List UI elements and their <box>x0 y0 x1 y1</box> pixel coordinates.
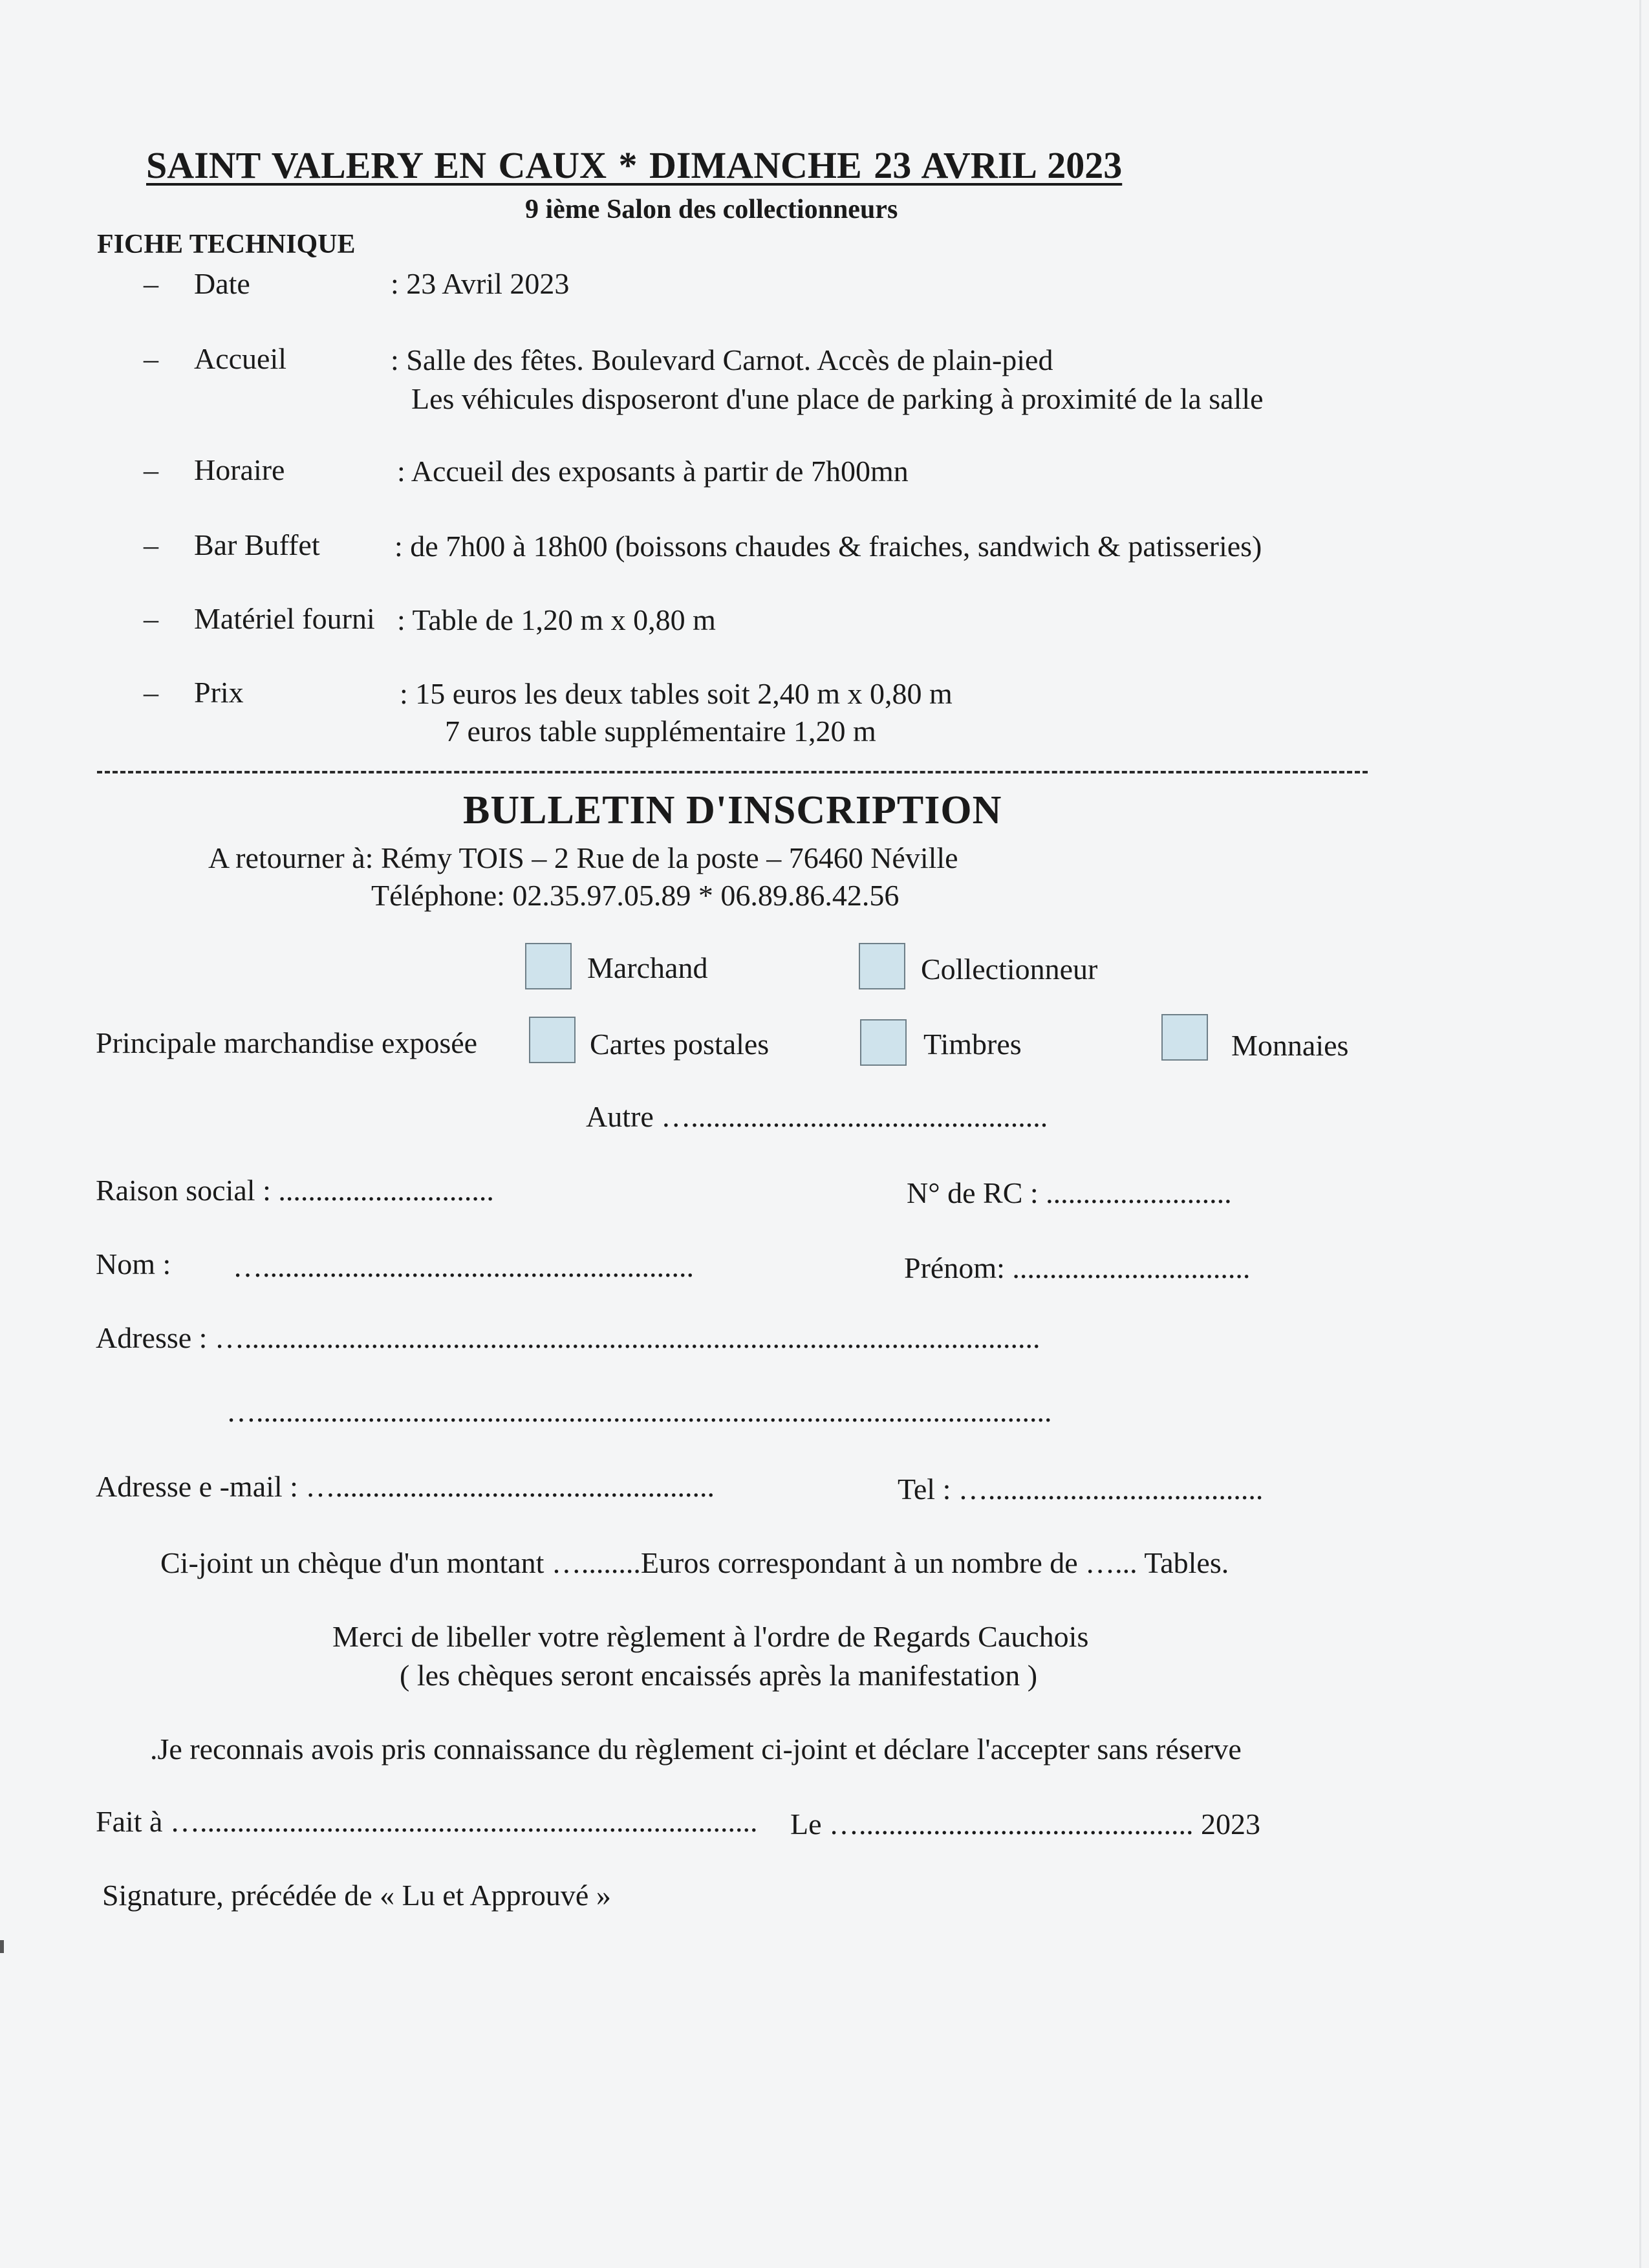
fait-a-field[interactable]: Fait à …........................................................................... <box>96 1805 758 1838</box>
merci-line: Merci de libeller votre règlement à l'ordre de Regards Cauchois <box>332 1620 1089 1653</box>
checkbox-label-monnaies: Monnaies <box>1231 1029 1349 1062</box>
checkbox-monnaies[interactable] <box>1161 1014 1208 1061</box>
adresse-field[interactable]: Adresse : …........................................................................................................... <box>96 1321 1040 1354</box>
checkbox-collectionneur[interactable] <box>859 943 905 989</box>
fiche-label-horaire: Horaire <box>194 453 285 486</box>
fiche-label-date: Date <box>194 267 250 300</box>
checkbox-cartes[interactable] <box>529 1017 576 1063</box>
page-title: SAINT VALERY EN CAUX * DIMANCHE 23 AVRIL 2023 <box>146 144 1123 186</box>
checkbox-label-collectionneur: Collectionneur <box>921 953 1098 986</box>
scan-mark <box>0 1940 4 1953</box>
signature-line: Signature, précédée de « Lu et Approuvé » <box>102 1879 611 1912</box>
checkbox-timbres[interactable] <box>860 1019 907 1066</box>
fiche-label-materiel: Matériel fourni <box>194 602 375 635</box>
rc-number-field[interactable]: N° de RC : ......................... <box>907 1176 1232 1209</box>
fiche-value-horaire: : Accueil des exposants à partir de 7h00mn <box>397 455 909 488</box>
fiche-value-date: : 23 Avril 2023 <box>391 267 570 300</box>
dash-bullet: – <box>144 602 158 635</box>
fiche-label-bar: Bar Buffet <box>194 528 320 561</box>
email-field[interactable]: Adresse e -mail : …................................................... <box>96 1470 715 1503</box>
section-heading: FICHE TECHNIQUE <box>97 230 356 259</box>
reconnais-line: .Je reconnais avois pris connaissance du règlement ci-joint et déclare l'accepter sans réserve <box>150 1733 1242 1766</box>
date-field[interactable]: Le …............................................. 2023 <box>790 1808 1261 1841</box>
dash-bullet: – <box>144 342 158 375</box>
fiche-label-prix: Prix <box>194 676 244 709</box>
fiche-value-materiel: : Table de 1,20 m x 0,80 m <box>397 603 716 636</box>
page-subtitle: 9 ième Salon des collectionneurs <box>525 195 898 224</box>
dash-bullet: – <box>144 453 158 486</box>
bulletin-title: BULLETIN D'INSCRIPTION <box>463 788 1002 832</box>
fiche-value-bar: : de 7h00 à 18h00 (boissons chaudes & fraiches, sandwich & patisseries) <box>394 530 1262 563</box>
checkbox-label-cartes: Cartes postales <box>590 1028 770 1061</box>
fiche-value-prix-2: 7 euros table supplémentaire 1,20 m <box>445 715 876 748</box>
dashed-separator <box>97 771 1368 773</box>
tel-field[interactable]: Tel : …..................................... <box>898 1473 1264 1506</box>
fiche-value-accueil-2: Les véhicules disposeront d'une place de parking à proximité de la salle <box>411 382 1264 415</box>
checkbox-label-timbres: Timbres <box>923 1028 1022 1061</box>
prenom-field[interactable]: Prénom: ................................ <box>904 1251 1251 1284</box>
principale-label: Principale marchandise exposée <box>96 1026 478 1059</box>
raison-sociale-field[interactable]: Raison social : ............................. <box>96 1174 494 1207</box>
dash-bullet: – <box>144 676 158 709</box>
autre-field[interactable]: Autre …................................................ <box>586 1100 1048 1133</box>
phone-line: Téléphone: 02.35.97.05.89 * 06.89.86.42.56 <box>371 879 900 912</box>
fiche-label-accueil: Accueil <box>194 342 287 375</box>
adresse-field-2[interactable]: …........................................................................................................... <box>226 1395 1052 1428</box>
checkbox-marchand[interactable] <box>525 943 572 989</box>
checkbox-label-marchand: Marchand <box>587 951 708 984</box>
dash-bullet: – <box>144 528 158 561</box>
encaisse-line: ( les chèques seront encaissés après la manifestation ) <box>400 1659 1038 1692</box>
nom-label: Nom : <box>96 1247 171 1280</box>
nom-field[interactable]: ….......................................................... <box>233 1250 694 1283</box>
cheque-line: Ci-joint un chèque d'un montant …........Euros correspondant à un nombre de …... Tables. <box>160 1546 1229 1579</box>
page-edge <box>1639 0 1641 2268</box>
dash-bullet: – <box>144 267 158 300</box>
fiche-value-prix: : 15 euros les deux tables soit 2,40 m x 0,80 m <box>400 677 953 710</box>
fiche-value-accueil: : Salle des fêtes. Boulevard Carnot. Accès de plain-pied <box>391 343 1053 376</box>
return-address: A retourner à: Rémy TOIS – 2 Rue de la poste – 76460 Néville <box>208 841 958 874</box>
